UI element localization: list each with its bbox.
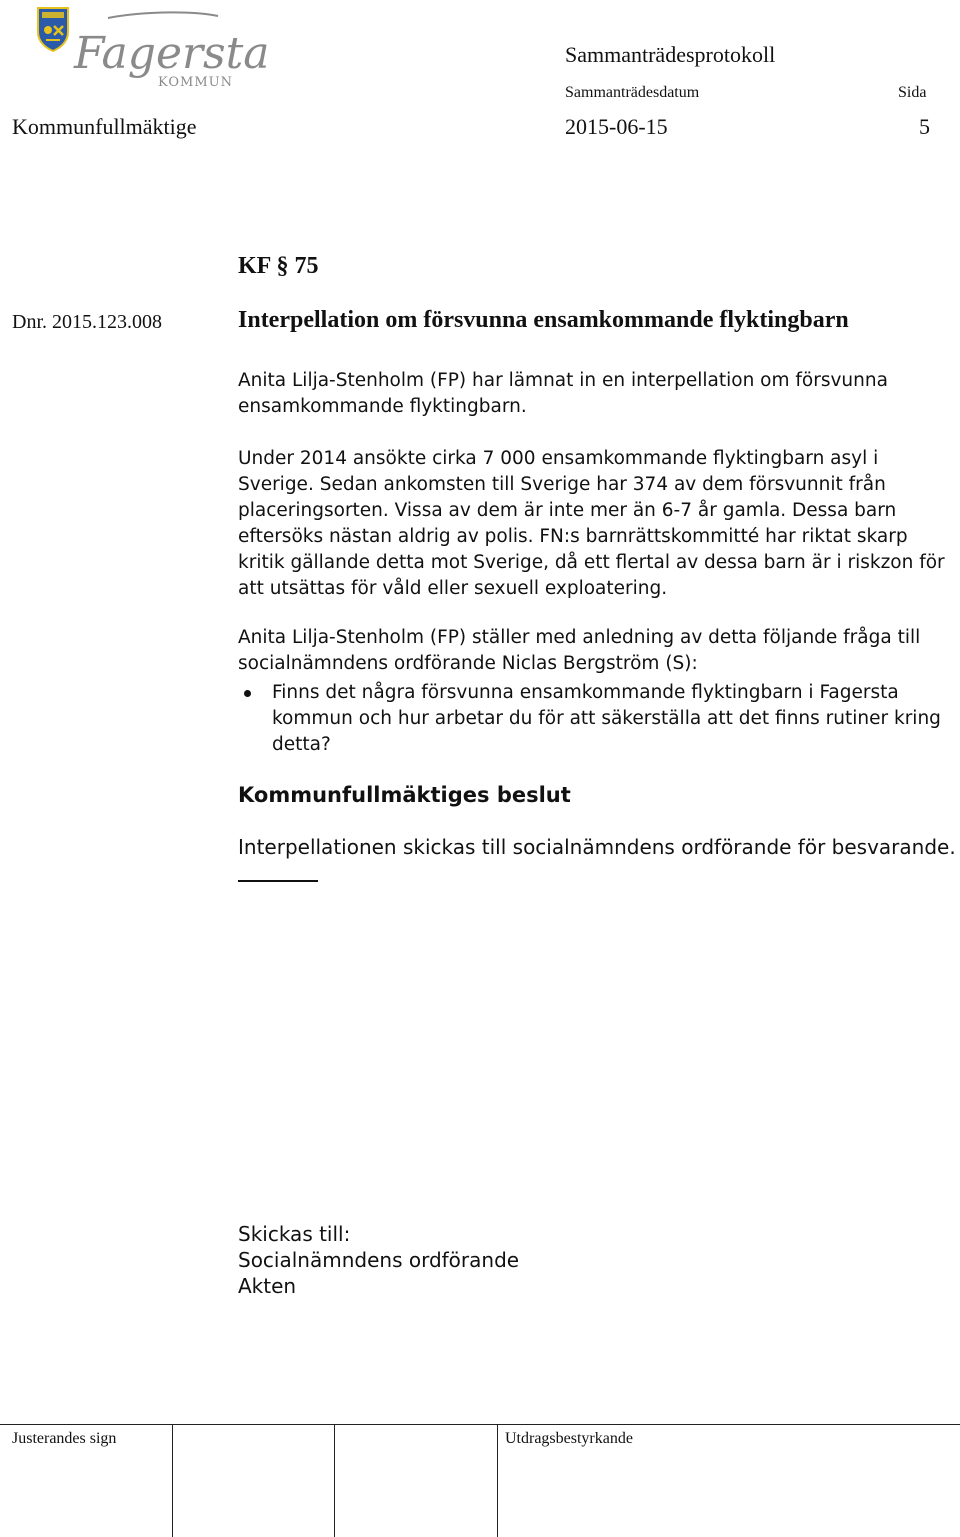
logo-subtitle: KOMMUN	[158, 75, 233, 90]
logo-wordmark: Fagersta	[74, 28, 270, 79]
body-name: Kommunfullmäktige	[12, 114, 197, 139]
logo-swoosh	[68, 10, 270, 90]
signature-table	[0, 1424, 960, 1537]
municipality-logo	[68, 10, 270, 90]
body-paragraph: Under 2014 ansökte cirka 7 000 ensamkommande flyktingbarn asyl i Sverige. Sedan ankomsten till Sverige har 374 av dem försvunnit från placeringsorten. Vissa av dem är inte mer än 6-7 år gamla. Dessa barn eftersöks nästan aldrig av polis. FN:s barnrättskommitté har riktat skarp kritik gällande detta mot Sverige, då ett flertal av dessa barn är i riskzon för att utsättas för våld eller sexuell exploatering.	[238, 448, 945, 599]
extract-certification-label: Utdragsbestyrkande	[505, 1430, 633, 1447]
distribution-recipient: Socialnämndens ordförande	[238, 1248, 520, 1272]
page-number: 5	[919, 114, 930, 139]
body-paragraph: Anita Lilja-Stenholm (FP) har lämnat in en interpellation om försvunna ensamkommande flyktingbarn.	[238, 370, 888, 417]
meeting-date: 2015-06-15	[565, 114, 668, 139]
distribution-list	[238, 1221, 519, 1299]
list-item: Finns det några försvunna ensamkommande flyktingbarn i Fagersta kommun och hur arbetar du för att säkerställa att det finns rutiner kring detta?	[272, 682, 941, 755]
distribution-label: Skickas till:	[238, 1222, 351, 1246]
body-paragraph: Anita Lilja-Stenholm (FP) ställer med anledning av detta följande fråga till socialnämndens ordförande Niclas Bergström (S):	[238, 627, 921, 674]
page-label: Sida	[898, 84, 927, 101]
signature-box-divider	[172, 1425, 173, 1537]
distribution-recipient: Akten	[238, 1274, 297, 1298]
protocol-title: Sammanträdesprotokoll	[565, 42, 776, 67]
signature-box-divider	[334, 1425, 335, 1537]
meeting-date-label: Sammanträdesdatum	[565, 84, 700, 101]
case-title: Interpellation om försvunna ensamkommande flyktingbarn	[238, 307, 849, 333]
paragraph-reference: KF § 75	[238, 253, 319, 279]
coat-of-arms-icon	[36, 6, 70, 52]
sign-label: Justerandes sign	[12, 1430, 117, 1447]
closing-rule	[238, 880, 318, 882]
diary-number: Dnr. 2015.123.008	[12, 311, 162, 333]
decision-heading: Kommunfullmäktiges beslut	[238, 783, 571, 807]
bullet-icon	[244, 690, 251, 697]
decision-text: Interpellationen skickas till socialnämndens ordförande för besvarande.	[238, 835, 956, 859]
signature-box-divider	[497, 1425, 498, 1537]
